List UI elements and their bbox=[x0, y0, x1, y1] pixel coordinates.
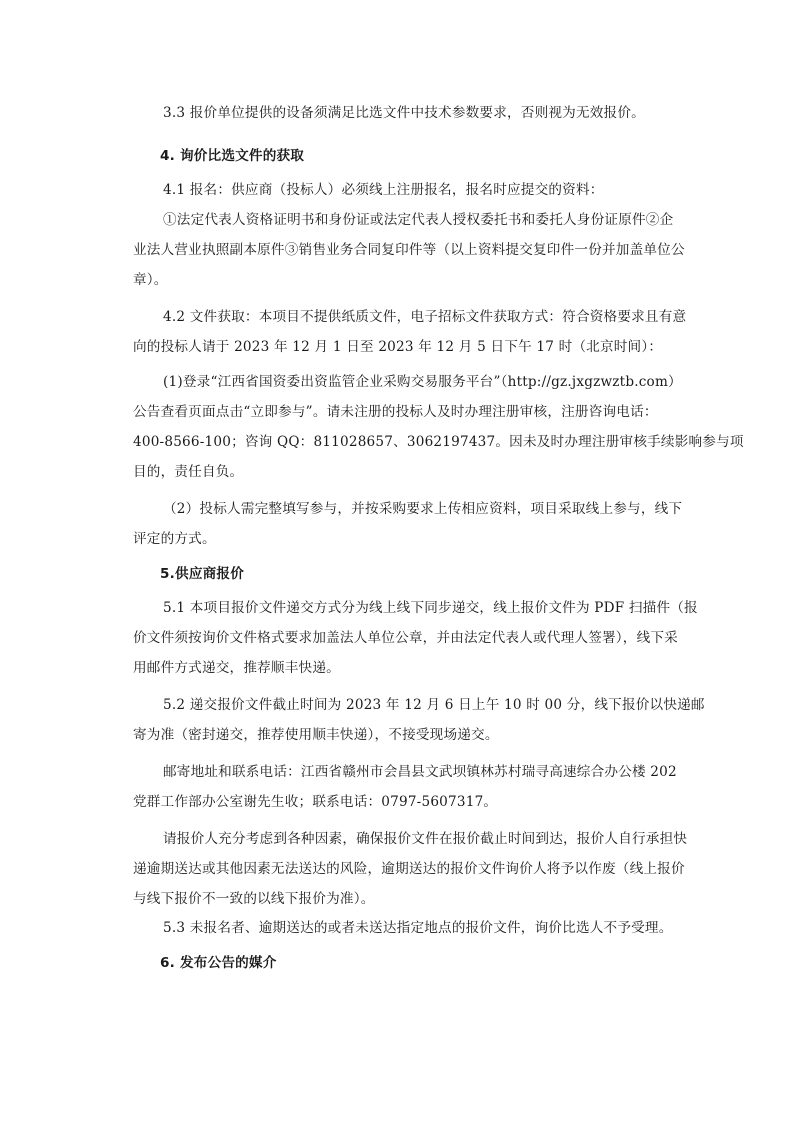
paragraph-3-3: 3.3 报价单位提供的设备须满足比选文件中技术参数要求，否则视为无效报价。 bbox=[163, 105, 645, 121]
paragraph-5-2-line1: 5.2 递交报价文件截止时间为 2023 年 12 月 6 日上午 10 时 00 分，线下报价以快递邮 bbox=[163, 697, 705, 713]
paragraph-4-2-line2: 向的投标人请于 2023 年 12 月 1 日至 2023 年 12 月 5 日下午 17 时（北京时间）： bbox=[133, 339, 663, 355]
section-5-heading: 5.供应商报价 bbox=[160, 566, 244, 582]
paragraph-4-2-2-line2: 评定的方式。 bbox=[133, 531, 216, 547]
paragraph-5-2-line2: 寄为准（密封递交，推荐使用顺丰快递），不接受现场递交。 bbox=[133, 727, 499, 743]
notice-paragraph-line1: 请报价人充分考虑到各种因素，确保报价文件在报价截止时间到达，报价人自行承担快 bbox=[163, 831, 688, 847]
mailing-address-line1: 邮寄地址和联系电话：江西省赣州市会昌县文武坝镇林苏村瑞寻高速综合办公楼 202 bbox=[163, 764, 677, 780]
notice-paragraph-line3: 与线下报价不一致的以线下报价为准）。 bbox=[133, 891, 375, 907]
paragraph-5-1-line1: 5.1 本项目报价文件递交方式分为线上线下同步递交，线上报价文件为 PDF 扫描件（报 bbox=[163, 600, 698, 616]
paragraph-5-3: 5.3 未报名者、逾期送达的或者未送达指定地点的报价文件，询价比选人不予受理。 bbox=[163, 920, 673, 936]
section-4-heading: 4. 询价比选文件的获取 bbox=[160, 148, 305, 164]
paragraph-5-1-line3: 用邮件方式递交，推荐顺丰快递。 bbox=[133, 660, 340, 676]
paragraph-4-2-line1: 4.2 文件获取：本项目不提供纸质文件，电子招标文件获取方式：符合资格要求且有意 bbox=[163, 309, 687, 325]
paragraph-4-1-docs-line1: ①法定代表人资格证明书和身份证或法定代表人授权委托书和委托人身份证原件②企 bbox=[163, 212, 674, 228]
mailing-address-line2: 党群工作部办公室谢先生收；联系电话：0797-5607317。 bbox=[133, 794, 498, 810]
paragraph-4-2-1-line3: 400-8566-100；咨询 QQ：811028657、3062197437。因未及时办理注册审核手续影响参与项 bbox=[133, 434, 744, 450]
paragraph-4-1-docs-line3: 章）。 bbox=[133, 272, 168, 288]
paragraph-5-1-line2: 价文件须按询价文件格式要求加盖法人单位公章，并由法定代表人或代理人签署），线下采 bbox=[133, 630, 678, 646]
section-6-heading: 6. 发布公告的媒介 bbox=[160, 955, 277, 971]
paragraph-4-2-1-line2: 公告查看页面点击“立即参与”。请未注册的投标人及时办理注册审核，注册咨询电话： bbox=[133, 404, 658, 420]
paragraph-4-1: 4.1 报名：供应商（投标人）必须线上注册报名，报名时应提交的资料： bbox=[163, 182, 604, 198]
paragraph-4-2-1-line4: 目的，责任自负。 bbox=[133, 464, 244, 480]
notice-paragraph-line2: 递逾期送达或其他因素无法送达的风险，逾期送达的报价文件询价人将予以作废（线上报价 bbox=[133, 861, 685, 877]
paragraph-4-1-docs-line2: 业法人营业执照副本原件③销售业务合同复印件等（以上资料提交复印件一份并加盖单位公 bbox=[133, 242, 685, 258]
paragraph-4-2-1-line1: (1)登录“江西省国资委出资监管企业采购交易服务平台”（http://gz.jxgzwztb.com） bbox=[163, 374, 682, 390]
paragraph-4-2-2-line1: （2）投标人需完整填写参与，并按采购要求上传相应资料，项目采取线上参与，线下 bbox=[163, 501, 683, 517]
